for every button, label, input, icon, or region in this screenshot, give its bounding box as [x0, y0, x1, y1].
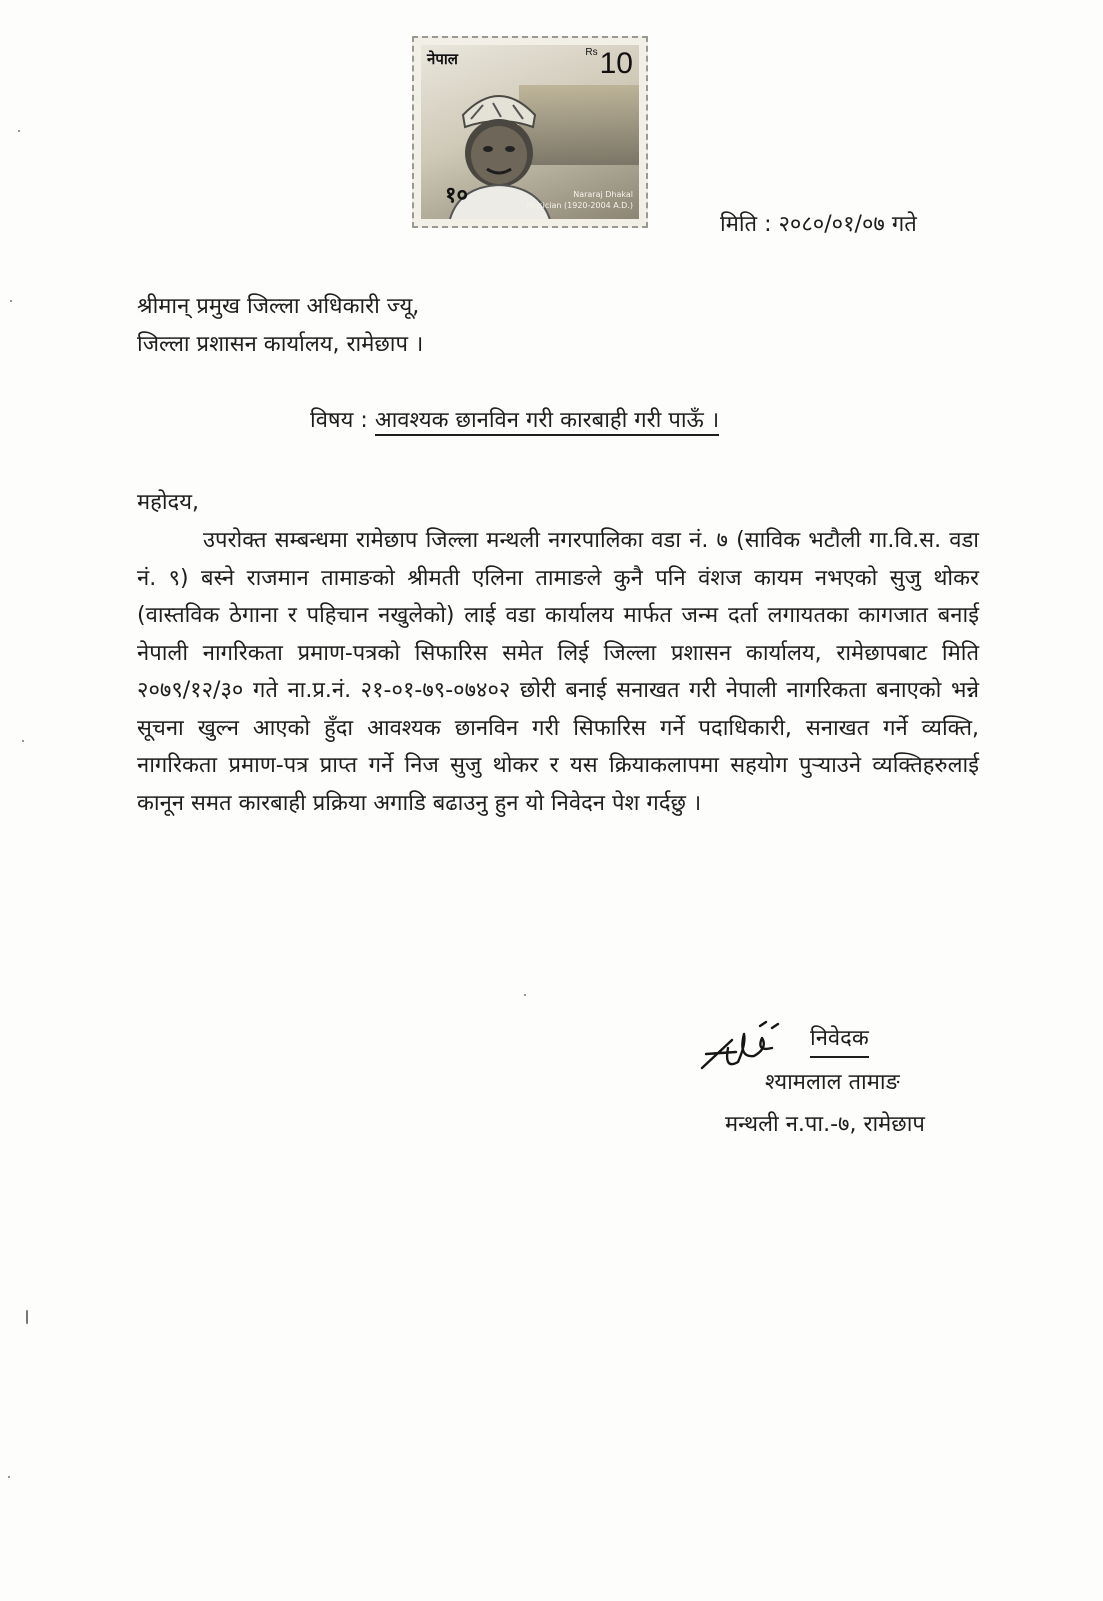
sender-name: श्यामलाल तामाङ [765, 1070, 900, 1095]
stamp-caption-years: Musician (1920-2004 A.D.) [526, 201, 633, 210]
salutation: महोदय, [137, 490, 199, 515]
subject-text: आवश्यक छानविन गरी कारबाही गरी पाऊँ । [375, 408, 719, 436]
recipient-line-2: जिल्ला प्रशासन कार्यालय, रामेछाप । [137, 332, 424, 357]
stamp-value-number: 10 [599, 47, 633, 80]
scan-speck [22, 740, 24, 742]
stamp-currency: Rs [585, 47, 598, 58]
stamp-value-devanagari: १० [445, 183, 468, 208]
subject-label: विषय : [310, 408, 375, 433]
sender-label: निवेदक [810, 1022, 869, 1058]
stamp-value [585, 47, 633, 81]
scan-speck [524, 994, 526, 996]
sender-address: मन्थली न.पा.-७, रामेछाप [725, 1112, 925, 1137]
letter-date: मिति : २०८०/०१/०७ गते [720, 212, 917, 237]
scan-speck [10, 300, 12, 302]
stamp-artwork [421, 45, 639, 219]
scan-speck [18, 130, 20, 132]
scan-speck [26, 1310, 28, 1324]
stamp-caption-name: Nararaj Dhakal [573, 190, 633, 199]
stamp-caption [527, 189, 633, 211]
letter-body: उपरोक्त सम्बन्धमा रामेछाप जिल्ला मन्थली नगरपालिका वडा नं. ७ (साविक भटौली गा.वि.स. वडा नं. ९) बस्ने राजमान तामाङको श्रीमती एलिना तामाङले कुनै पनि वंशज कायम नभएको सुजु थोकर (वास्तविक ठेगाना र पहिचान नखुलेको) लाई वडा कार्यालय मार्फत जन्म दर्ता लगायतका कागजात बनाई नेपाली नागरिकता प्रमाण-पत्रको सिफारिस समेत लिई जिल्ला प्रशासन कार्यालय, रामेछापबाट मिति २०७९/१२/३० गते ना.प्र.नं. २१-०१-७९-०७४०२ छोरी बनाई सनाखत गरी नेपाली नागरिकता बनाएको भन्ने सूचना खुल्न आएको हुँदा आवश्यक छानविन गरी सिफारिस गर्ने पदाधिकारी, सनाखत गर्ने व्यक्ति, नागरिकता प्रमाण-पत्र प्राप्त गर्ने निज सुजु थोकर र यस क्रियाकलापमा सहयोग पुऱ्याउने व्यक्तिहरुलाई कानून समत कारबाही प्रक्रिया अगाडि बढाउनु हुन यो निवेदन पेश गर्दछु । [137, 528, 979, 816]
subject-line [310, 402, 719, 440]
postage-stamp [412, 36, 648, 228]
scan-speck [8, 1476, 10, 1478]
stamp-country: नेपाल [427, 50, 458, 68]
recipient-line-1: श्रीमान् प्रमुख जिल्ला अधिकारी ज्यू, [137, 294, 420, 319]
